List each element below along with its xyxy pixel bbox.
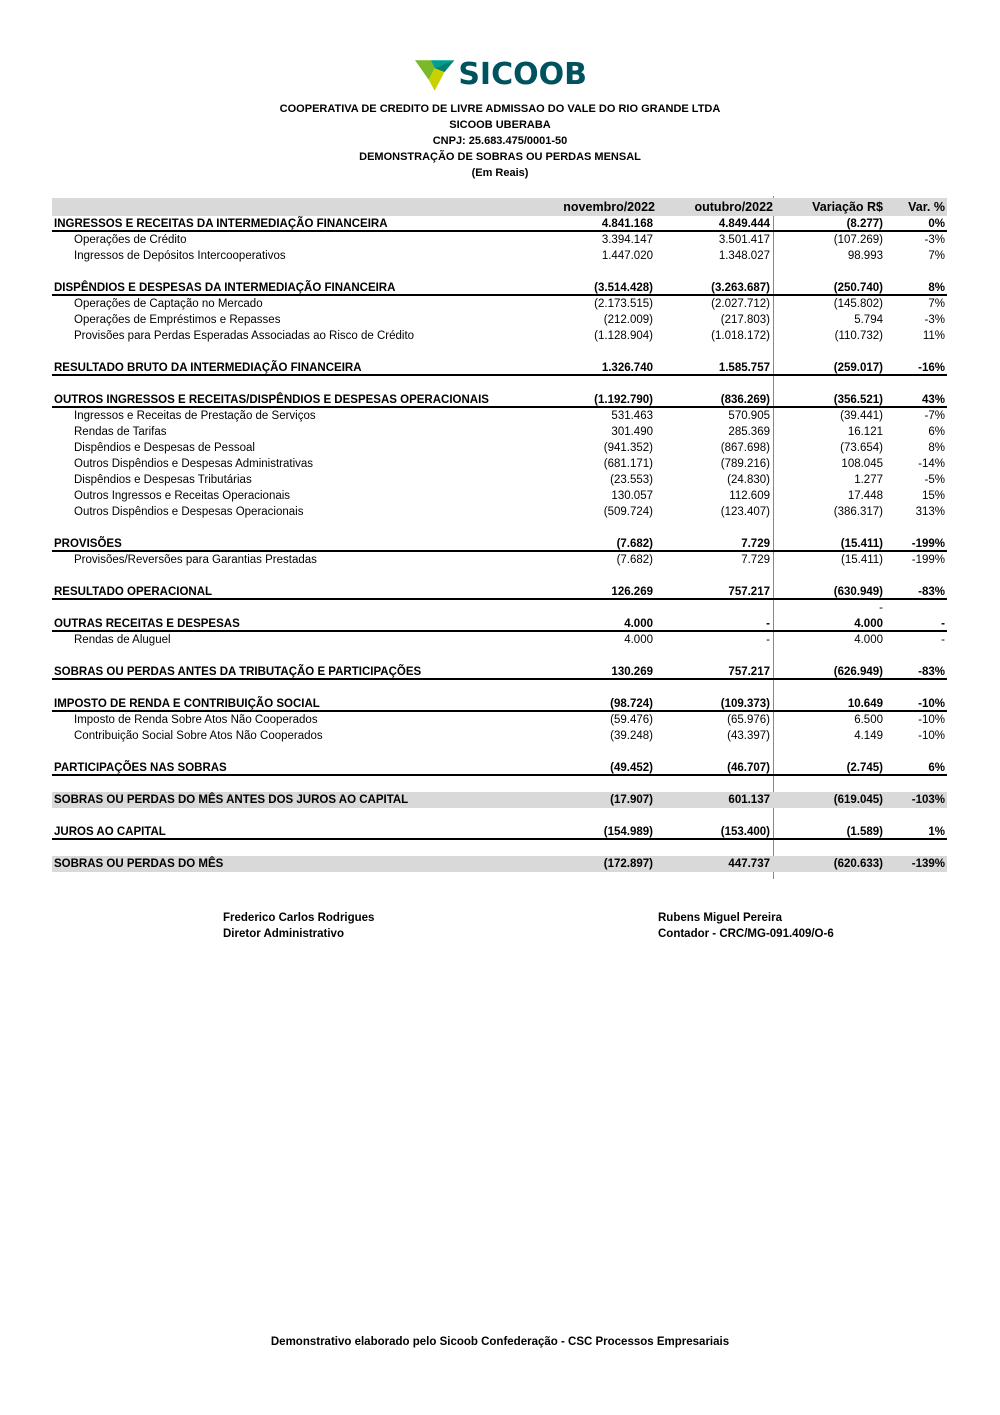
row-label: Ingressos e Receitas de Prestação de Serviços <box>74 410 316 422</box>
sicoob-logo <box>415 57 587 93</box>
column-header-october: outubro/2022 <box>694 200 773 214</box>
value-october: - <box>766 634 770 646</box>
value-october: (65.976) <box>727 714 770 726</box>
value-variation-pct: -14% <box>918 458 945 470</box>
table-row <box>52 440 947 456</box>
table-row <box>52 328 947 344</box>
value-variation: 4.149 <box>854 730 883 742</box>
value-variation-pct: 6% <box>928 426 945 438</box>
table-row-total <box>52 760 947 776</box>
table-row <box>52 424 947 440</box>
value-november: (49.452) <box>610 762 653 774</box>
value-variation: (630.949) <box>833 586 883 598</box>
value-variation: 16.121 <box>847 426 883 438</box>
value-variation: (107.269) <box>833 234 883 246</box>
value-november: 126.269 <box>611 586 653 598</box>
spacer-row <box>52 600 947 616</box>
spacer-row <box>52 808 947 824</box>
table-row-total <box>52 664 947 680</box>
table-row-total <box>52 616 947 632</box>
value-variation: 1.277 <box>854 474 883 486</box>
row-label: IMPOSTO DE RENDA E CONTRIBUIÇÃO SOCIAL <box>54 698 320 710</box>
value-variation-pct: -16% <box>918 362 945 374</box>
value-variation: (8.277) <box>846 218 883 230</box>
value-variation-pct: -199% <box>911 538 945 550</box>
table-row <box>52 504 947 520</box>
logo-wordmark: SICOOB <box>458 57 587 92</box>
spacer-row <box>52 680 947 696</box>
table-row <box>52 248 947 264</box>
row-label: Rendas de Tarifas <box>74 426 167 438</box>
row-label: JUROS AO CAPITAL <box>54 826 166 838</box>
value-variation: (356.521) <box>833 394 883 406</box>
value-variation-pct: -199% <box>911 554 945 566</box>
value-variation: (259.017) <box>833 362 883 374</box>
row-label: Provisões para Perdas Esperadas Associadas ao Risco de Crédito <box>74 330 415 342</box>
table-row-total <box>52 584 947 600</box>
value-october: 447.737 <box>728 858 770 870</box>
value-october: 601.137 <box>728 794 770 806</box>
spacer-row <box>52 520 947 536</box>
value-october: 1.348.027 <box>718 250 770 262</box>
table-row <box>52 472 947 488</box>
row-label: SOBRAS OU PERDAS ANTES DA TRIBUTAÇÃO E PARTICIPAÇÕES <box>54 666 422 678</box>
column-header-november: novembro/2022 <box>563 200 655 214</box>
value-october: 7.729 <box>741 538 770 550</box>
value-november: (17.907) <box>610 794 653 806</box>
value-october: 285.369 <box>728 426 770 438</box>
value-november: 531.463 <box>611 410 653 422</box>
value-variation-pct: 0% <box>928 218 945 230</box>
value-october: (3.263.687) <box>711 282 770 294</box>
row-label: Ingressos de Depósitos Intercooperativos <box>74 250 286 262</box>
value-variation-pct: 6% <box>928 762 945 774</box>
value-variation: - <box>879 602 883 614</box>
cnpj: CNPJ: 25.683.475/0001-50 <box>432 135 568 147</box>
spacer-row <box>52 648 947 664</box>
value-october: 4.849.444 <box>718 218 770 230</box>
value-november: (1.128.904) <box>594 330 653 342</box>
value-november: (39.248) <box>610 730 653 742</box>
value-variation: (110.732) <box>834 330 883 342</box>
value-variation: (386.317) <box>833 506 883 518</box>
document-header <box>0 101 1000 181</box>
value-october: (1.018.172) <box>711 330 770 342</box>
value-november: (98.724) <box>610 698 653 710</box>
value-october: (109.373) <box>720 698 770 710</box>
value-november: 130.269 <box>611 666 653 678</box>
row-label: Operações de Empréstimos e Repasses <box>74 314 281 326</box>
value-november: (154.989) <box>603 826 653 838</box>
row-label: Outros Dispêndios e Despesas Administrativas <box>74 458 314 470</box>
table-row-total <box>52 824 947 840</box>
value-october: (123.407) <box>720 506 770 518</box>
table-row-total <box>52 392 947 408</box>
value-october: 570.905 <box>728 410 770 422</box>
spacer-row <box>52 344 947 360</box>
row-label: PARTICIPAÇÕES NAS SOBRAS <box>54 762 227 774</box>
row-label: Dispêndios e Despesas Tributárias <box>74 474 252 486</box>
value-october: (46.707) <box>727 762 770 774</box>
value-variation-pct: -83% <box>918 586 945 598</box>
spacer-row <box>52 744 947 760</box>
row-label: Operações de Crédito <box>74 234 187 246</box>
value-variation-pct: 7% <box>928 298 945 310</box>
spacer-row <box>52 568 947 584</box>
table-row <box>52 728 947 744</box>
value-variation: (626.949) <box>833 666 883 678</box>
value-october: 7.729 <box>741 554 770 566</box>
value-variation-pct: 7% <box>928 250 945 262</box>
value-november: 4.000 <box>624 634 653 646</box>
value-october: 112.609 <box>729 490 770 502</box>
value-variation: (250.740) <box>833 282 883 294</box>
value-november: 4.000 <box>624 618 653 630</box>
row-label: Provisões/Reversões para Garantias Prestadas <box>74 554 317 566</box>
value-november: 301.490 <box>611 426 653 438</box>
value-november: (7.682) <box>616 554 653 566</box>
value-variation-pct: -3% <box>924 314 945 326</box>
sicoob-triangle-logo-icon <box>415 58 454 92</box>
table-row <box>52 232 947 248</box>
value-november: (941.352) <box>603 442 653 454</box>
value-october: (24.830) <box>727 474 770 486</box>
table-row-total <box>52 280 947 296</box>
signatory-role: Diretor Administrativo <box>223 928 344 940</box>
table-row-total <box>52 856 947 872</box>
value-october: - <box>766 618 770 630</box>
value-variation: (1.589) <box>846 826 883 838</box>
row-label: SOBRAS OU PERDAS DO MÊS ANTES DOS JUROS AO CAPITAL <box>54 794 409 806</box>
table-row-total <box>52 536 947 552</box>
value-october: (2.027.712) <box>711 298 770 310</box>
row-label: Rendas de Aluguel <box>74 634 171 646</box>
value-variation-pct: -83% <box>918 666 945 678</box>
row-label: Operações de Captação no Mercado <box>74 298 263 310</box>
value-variation: 4.000 <box>854 618 883 630</box>
row-label: RESULTADO BRUTO DA INTERMEDIAÇÃO FINANCEIRA <box>54 362 362 374</box>
value-variation: (145.802) <box>833 298 883 310</box>
table-header <box>52 198 947 216</box>
table-row-total <box>52 792 947 808</box>
value-variation-pct: 8% <box>928 442 945 454</box>
table-row <box>52 632 947 648</box>
table-row-total <box>52 696 947 712</box>
value-variation-pct: 1% <box>928 826 945 838</box>
row-label: Dispêndios e Despesas de Pessoal <box>74 442 255 454</box>
table-row <box>52 488 947 504</box>
value-variation: (2.745) <box>846 762 883 774</box>
value-variation: 5.794 <box>854 314 883 326</box>
spacer-row <box>52 776 947 792</box>
value-november: (212.009) <box>603 314 653 326</box>
table-row-total <box>52 360 947 376</box>
value-variation: (619.045) <box>833 794 883 806</box>
value-november: (59.476) <box>610 714 653 726</box>
row-label: Imposto de Renda Sobre Atos Não Cooperados <box>74 714 318 726</box>
value-variation-pct: -7% <box>924 410 945 422</box>
value-november: (509.724) <box>603 506 653 518</box>
value-october: (789.216) <box>720 458 770 470</box>
value-november: 130.057 <box>611 490 653 502</box>
value-variation-pct: -5% <box>924 474 945 486</box>
value-variation-pct: -10% <box>918 730 945 742</box>
row-label: INGRESSOS E RECEITAS DA INTERMEDIAÇÃO FINANCEIRA <box>54 218 388 230</box>
company-name: COOPERATIVA DE CREDITO DE LIVRE ADMISSAO DO VALE DO RIO GRANDE LTDA <box>279 103 721 115</box>
signature-left <box>223 910 374 942</box>
value-october: 757.217 <box>728 586 770 598</box>
value-variation-pct: -139% <box>911 858 945 870</box>
table-row <box>52 712 947 728</box>
row-label: SOBRAS OU PERDAS DO MÊS <box>54 858 224 870</box>
value-november: 3.394.147 <box>601 234 653 246</box>
value-variation: (15.411) <box>841 554 883 566</box>
value-october: (836.269) <box>720 394 770 406</box>
spacer-row <box>52 376 947 392</box>
value-november: (681.171) <box>603 458 653 470</box>
value-variation: 108.045 <box>841 458 883 470</box>
value-november: (7.682) <box>616 538 653 550</box>
spacer-row <box>52 264 947 280</box>
signatory-role: Contador - CRC/MG-091.409/O-6 <box>658 928 834 940</box>
value-november: (23.553) <box>610 474 653 486</box>
value-october: (217.803) <box>720 314 770 326</box>
value-variation-pct: -10% <box>918 698 945 710</box>
report-unit: (Em Reais) <box>471 167 529 179</box>
financial-statement-table <box>52 198 947 872</box>
table-row <box>52 456 947 472</box>
table-row <box>52 408 947 424</box>
row-label: RESULTADO OPERACIONAL <box>54 586 213 598</box>
row-label: Outros Dispêndios e Despesas Operacionais <box>74 506 304 518</box>
value-november: 1.447.020 <box>601 250 653 262</box>
value-variation: 10.649 <box>847 698 883 710</box>
row-label: Contribuição Social Sobre Atos Não Cooperados <box>74 730 323 742</box>
row-label: OUTRAS RECEITAS E DESPESAS <box>54 618 240 630</box>
value-october: 757.217 <box>728 666 770 678</box>
value-variation: (39.441) <box>840 410 883 422</box>
row-label: Outros Ingressos e Receitas Operacionais <box>74 490 291 502</box>
report-title: DEMONSTRAÇÃO DE SOBRAS OU PERDAS MENSAL <box>359 151 641 163</box>
value-variation: (15.411) <box>840 538 883 550</box>
signature-right <box>658 910 834 942</box>
signatory-name: Rubens Miguel Pereira <box>658 912 782 924</box>
value-october: (43.397) <box>727 730 770 742</box>
value-variation: 6.500 <box>854 714 883 726</box>
value-october: 1.585.757 <box>718 362 770 374</box>
value-variation: 4.000 <box>854 634 883 646</box>
row-label: PROVISÕES <box>54 538 122 550</box>
value-variation-pct: 15% <box>921 490 945 502</box>
column-header-variation: Variação R$ <box>812 200 883 214</box>
value-variation: (620.633) <box>833 858 883 870</box>
value-october: (153.400) <box>720 826 770 838</box>
value-variation-pct: -3% <box>924 234 945 246</box>
row-label: DISPÊNDIOS E DESPESAS DA INTERMEDIAÇÃO FINANCEIRA <box>54 282 396 294</box>
value-variation-pct: -103% <box>911 794 945 806</box>
value-variation-pct: 313% <box>915 506 945 518</box>
value-variation: 17.448 <box>847 490 883 502</box>
value-november: (172.897) <box>603 858 653 870</box>
table-row-total <box>52 216 947 232</box>
value-november: (2.173.515) <box>594 298 653 310</box>
footer-note: Demonstrativo elaborado pelo Sicoob Confederação - CSC Processos Empresariais <box>270 1336 730 1348</box>
value-variation-pct: - <box>941 618 945 630</box>
value-variation-pct: 8% <box>928 282 945 294</box>
branch-name: SICOOB UBERABA <box>449 119 551 131</box>
value-november: (1.192.790) <box>594 394 653 406</box>
column-header-variation-pct: Var. % <box>908 200 945 214</box>
row-label: OUTROS INGRESSOS E RECEITAS/DISPÊNDIOS E DESPESAS OPERACIONAIS <box>54 394 489 406</box>
table-row <box>52 312 947 328</box>
value-variation-pct: 11% <box>922 330 945 342</box>
value-variation: (73.654) <box>840 442 883 454</box>
table-row <box>52 552 947 568</box>
table-row <box>52 296 947 312</box>
spacer-row <box>52 840 947 856</box>
value-november: (3.514.428) <box>594 282 653 294</box>
value-october: 3.501.417 <box>718 234 770 246</box>
value-variation-pct: -10% <box>918 714 945 726</box>
value-october: (867.698) <box>720 442 770 454</box>
value-november: 4.841.168 <box>601 218 653 230</box>
signatory-name: Frederico Carlos Rodrigues <box>223 912 375 924</box>
value-variation: 98.993 <box>847 250 883 262</box>
value-variation-pct: 43% <box>921 394 945 406</box>
value-november: 1.326.740 <box>601 362 653 374</box>
value-variation-pct: - <box>941 634 945 646</box>
